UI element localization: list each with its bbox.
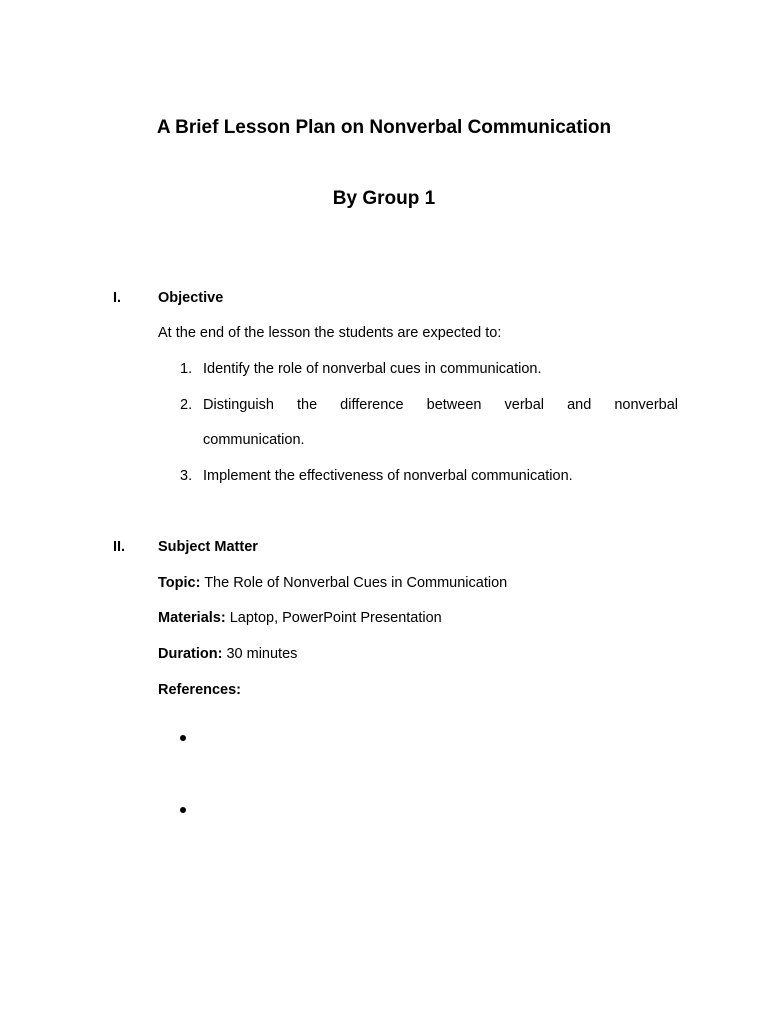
document-byline: By Group 1 xyxy=(332,188,436,209)
list-item-text: Distinguish the difference between verbal and nonverbal xyxy=(203,397,678,413)
list-item-text: Identify the role of nonverbal cues in communication. xyxy=(203,361,542,377)
field-label: Duration: xyxy=(158,646,223,662)
section-heading: Objective xyxy=(158,290,224,306)
document-title: A Brief Lesson Plan on Nonverbal Communication xyxy=(156,117,612,138)
section-numeral: II. xyxy=(113,539,126,555)
field-label: Topic: xyxy=(158,575,201,591)
references-field xyxy=(158,680,241,700)
reference-bullet-icon xyxy=(180,735,186,741)
list-item-continuation: communication. xyxy=(203,432,305,448)
section-heading: Subject Matter xyxy=(158,539,258,555)
objective-intro: At the end of the lesson the students are expected to: xyxy=(158,325,502,341)
materials-field xyxy=(158,608,442,628)
topic-field xyxy=(158,573,507,593)
field-label: References: xyxy=(158,682,242,698)
field-value: The Role of Nonverbal Cues in Communication xyxy=(200,575,508,591)
field-label: Materials: xyxy=(158,610,226,626)
section-numeral: I. xyxy=(113,290,122,306)
field-value: Laptop, PowerPoint Presentation xyxy=(225,610,442,626)
list-item-text: Implement the effectiveness of nonverbal communication. xyxy=(203,468,573,484)
duration-field xyxy=(158,644,297,664)
reference-bullet-icon xyxy=(180,807,186,813)
list-item-number: 2. xyxy=(180,397,193,413)
field-value: 30 minutes xyxy=(222,646,298,662)
list-item-number: 3. xyxy=(180,468,193,484)
list-item-number: 1. xyxy=(180,361,193,377)
